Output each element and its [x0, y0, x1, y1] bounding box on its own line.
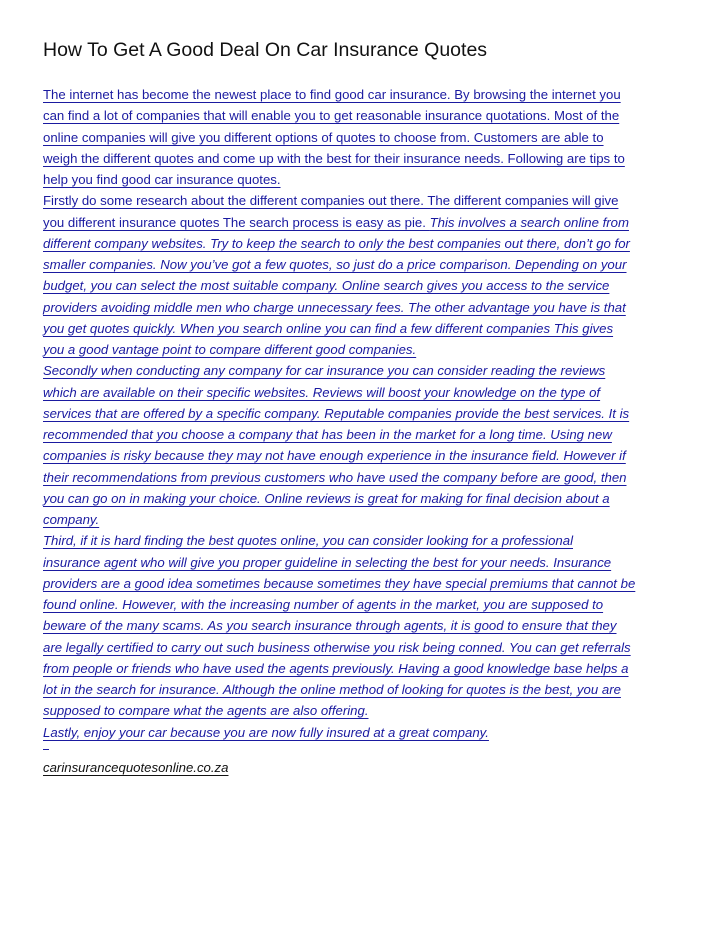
article-line-text[interactable]: found online. However, with the increasing number of agents in the market, you are supposed to — [43, 597, 604, 612]
article-line[interactable] — [43, 445, 687, 466]
article-line[interactable] — [43, 615, 687, 636]
spacer — [43, 743, 687, 757]
article-line[interactable] — [43, 679, 687, 700]
article-line-text[interactable]: recommended that you choose a company that has been in the market for a long time. Using new — [43, 427, 612, 442]
article-line-text[interactable]: providers are a good idea sometimes because sometimes they have special premiums that cannot be — [43, 575, 636, 591]
article-line-text[interactable]: Secondly when conducting any company for car insurance you can consider reading the reviews — [43, 363, 606, 379]
article-line[interactable] — [43, 297, 687, 318]
article-line[interactable] — [43, 424, 687, 445]
article-line-text[interactable]: weigh the different quotes and come up with the best for their insurance needs. Following are tips to — [43, 150, 625, 166]
article-line-text[interactable]: smaller companies. Now you’ve got a few quotes, so just do a price comparison. Depending on your — [43, 257, 627, 272]
document-title: How To Get A Good Deal On Car Insurance Quotes — [43, 39, 488, 61]
article-line[interactable] — [43, 700, 687, 721]
article-line[interactable] — [43, 658, 687, 679]
article-line-text[interactable]: companies is risky because they may not have enough experience in the insurance field. However if — [43, 448, 626, 464]
article-line-text[interactable]: can find a lot of companies that will enable you to get reasonable insurance quotations. Most of the — [43, 108, 620, 124]
article-line-text[interactable]: their recommendations from previous customers who have used the company before are good, then — [43, 469, 627, 485]
article-line-text[interactable]: are legally certified to carry out such business otherwise you risk being conned. You can get referrals — [43, 639, 631, 655]
article-line[interactable] — [43, 594, 687, 615]
article-line[interactable] — [43, 84, 687, 105]
article-line-text[interactable]: Third, if it is hard finding the best quotes online, you can consider looking for a professional — [43, 533, 574, 549]
article-line-text[interactable]: insurance agent who will give you proper guideline in selecting the best for your needs. Insurance — [43, 554, 612, 570]
empty-link-mark — [43, 749, 49, 750]
article-line[interactable] — [43, 254, 687, 275]
source-link[interactable] — [43, 757, 687, 778]
article-line[interactable] — [43, 403, 687, 424]
article-line-text[interactable]: budget, you can select the most suitable company. Online search gives you access to the service — [43, 278, 610, 294]
article-line[interactable] — [43, 552, 687, 573]
article-line[interactable] — [43, 339, 687, 360]
article-line[interactable] — [43, 275, 687, 296]
article-line-text[interactable]: from people or friends who have used the agents previously. Having a good knowledge base helps a — [43, 660, 629, 676]
article-line[interactable] — [43, 360, 687, 381]
article-line-text-italic[interactable]: This involves a search online from — [429, 214, 629, 230]
article-line[interactable] — [43, 467, 687, 488]
article-line[interactable] — [43, 169, 687, 190]
article-line-text[interactable]: providers avoiding middle men who charge unnecessary fees. The other advantage you have is that — [43, 299, 626, 315]
article-line[interactable] — [43, 105, 687, 126]
article-line[interactable] — [43, 318, 687, 339]
article-line-text[interactable]: company. — [43, 512, 100, 527]
article-line-text[interactable]: different company websites. Try to keep the search to only the best companies out there, don’t go for — [43, 235, 630, 251]
article-line-text[interactable]: help you find good car insurance quotes. — [43, 172, 281, 187]
article-line[interactable] — [43, 637, 687, 658]
article-line-text[interactable]: which are available on their specific websites. Reviews will boost your knowledge on the type of — [43, 384, 601, 400]
article-line[interactable] — [43, 530, 687, 551]
article-line-text[interactable]: online companies will give you different options of quotes to choose from. Customers are able to — [43, 129, 604, 145]
article-line-text[interactable]: Lastly, enjoy your car because you are now fully insured at a great company. — [43, 724, 489, 740]
article-line[interactable] — [43, 382, 687, 403]
article-line[interactable] — [43, 573, 687, 594]
article-line-text[interactable]: supposed to compare what the agents are also offering. — [43, 703, 369, 719]
article-line-text[interactable]: you can go on in making your choice. Online reviews is great for making for final decision about a — [43, 490, 610, 506]
article-line[interactable] — [43, 148, 687, 169]
article-line-text[interactable]: Firstly do some research about the different companies out there. The different companies will give — [43, 193, 619, 209]
article-line-text[interactable]: services that are offered by a specific company. Reputable companies provide the best services. It is — [43, 405, 630, 421]
article-line[interactable] — [43, 509, 687, 530]
article-line-text[interactable]: you a good vantage point to compare different good companies. — [43, 342, 417, 357]
document-page — [43, 38, 687, 778]
article-line[interactable] — [43, 190, 687, 211]
article-line[interactable] — [43, 233, 687, 254]
article-line[interactable] — [43, 722, 687, 743]
article-line[interactable] — [43, 127, 687, 148]
article-line-text[interactable]: lot in the search for insurance. Although the online method of looking for quotes is the best, you are — [43, 682, 621, 697]
source-link-text[interactable]: carinsurancequotesonline.co.za — [43, 759, 229, 775]
article-line[interactable] — [43, 488, 687, 509]
article-line-text[interactable]: beware of the many scams. As you search insurance through agents, it is good to ensure that they — [43, 618, 617, 634]
article-line[interactable] — [43, 212, 687, 233]
article-line-text[interactable]: you get quotes quickly. When you search online you can find a few different companies This gives — [43, 320, 614, 336]
article-line-text[interactable]: The internet has become the newest place to find good car insurance. By browsing the internet you — [43, 87, 621, 102]
article-body — [43, 84, 687, 743]
article-line-text[interactable]: you different insurance quotes The search process is easy as pie. — [43, 214, 430, 230]
